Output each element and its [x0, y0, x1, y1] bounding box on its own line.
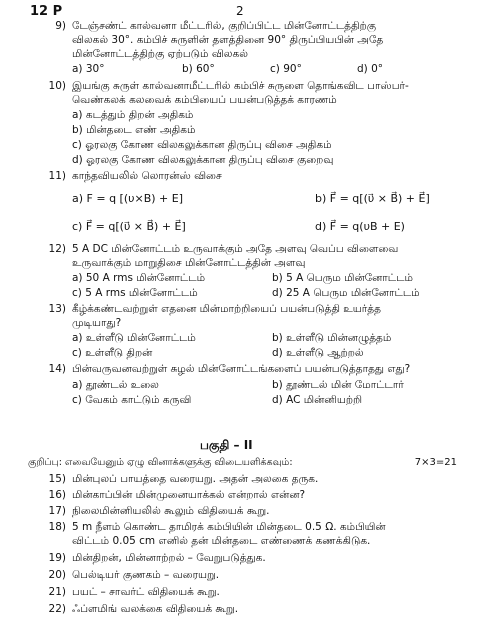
option: b) 5 A பெரும மின்னோட்டம் [272, 272, 413, 284]
section-marks: 7×3=21 [414, 457, 457, 468]
option: a) கடத்தும் திறன் அதிகம் [72, 109, 194, 121]
option: d) AC மின்னியற்றி [272, 394, 363, 406]
option: d) 0° [357, 63, 384, 75]
question-number: 21) [48, 586, 66, 598]
option: c) 90° [270, 63, 302, 75]
question-number: 15) [48, 473, 66, 485]
question-text: முடியாது? [72, 317, 122, 329]
question-text: ஃப்ளமிங் வலக்கை விதியைக் கூறு. [72, 603, 239, 615]
question-text: பின்வருவனவற்றுள் சுழல் மின்னோட்டங்களைப் பயன்படுத்தாதது எது? [72, 363, 411, 375]
option: b) உள்ளீடு மின்னழுத்தம் [272, 332, 392, 344]
question-number: 12) [48, 243, 66, 255]
option: c) உள்ளீடு திறன் [72, 347, 153, 359]
question-number: 19) [48, 552, 66, 564]
question-number: 10) [48, 80, 66, 92]
section-instruction: குறிப்பு: எவையேனும் ஏழு வினாக்களுக்கு விடையளிக்கவும்: [28, 457, 293, 468]
option: a) 50 A rms மின்னோட்டம் [72, 272, 206, 284]
paper-code: 12 P [30, 4, 63, 19]
question-number: 16) [48, 489, 66, 501]
question-number: 9) [55, 20, 66, 32]
question-number: 18) [48, 521, 66, 533]
question-text: மின்திறன், மின்னாற்றல் – வேறுபடுத்துக. [72, 552, 266, 564]
question-number: 11) [48, 170, 66, 182]
question-text: காந்தவியலில் லொரன்ஸ் விசை [72, 170, 222, 182]
option: b) F⃗ = q[(υ⃗ × B⃗) + E⃗] [315, 192, 430, 205]
question-text: மின்காப்பின் மின்முனையாக்கல் என்றால் என்ன? [72, 489, 306, 501]
question-text: வெண்கலக் கலவைக் கம்பியைப் பயன்படுத்தக் காரணம் [72, 94, 337, 106]
option: d) ஓரலகு கோண விலகலுக்கான திருப்பு விசை குறைவு [72, 154, 334, 166]
option: c) வேகம் காட்டும் கருவி [72, 394, 192, 406]
option: a) 30° [72, 63, 105, 75]
option: a) உள்ளீடு மின்னோட்டம் [72, 332, 196, 344]
section-title: பகுதி – II [200, 438, 253, 452]
question-text: மின்புலப் பாயத்தை வரையறு. அதன் அலகை தருக. [72, 473, 319, 485]
option: d) 25 A பெரும மின்னோட்டம் [272, 287, 420, 299]
question-text: 5 m நீளம் கொண்ட தாமிரக் கம்பியின் மின்தடை 0.5 Ω. கம்பியின் [72, 521, 386, 533]
question-text: பெல்டியர் குணகம் – வரையறு. [72, 569, 220, 581]
question-text: டேஞ்சண்ட் கால்வனா மீட்டரில், குறிப்பிட்ட மின்னோட்டத்திற்கு [72, 20, 377, 32]
question-text: இயங்கு சுருள் கால்வனாமீட்டரில் கம்பிச் சுருளை தொங்கவிட பாஸ்பர்- [72, 80, 409, 92]
option: d) உள்ளீடு ஆற்றல் [272, 347, 364, 359]
question-text: மின்னோட்டத்திற்கு ஏற்படும் விலகல் [72, 48, 248, 60]
question-number: 14) [48, 363, 66, 375]
option: a) தூண்டல் உலை [72, 379, 159, 391]
question-text: பயட் – சாவர்ட் விதியைக் கூறு. [72, 586, 220, 598]
question-number: 20) [48, 569, 66, 581]
option: c) F⃗ = q[(υ⃗ × B⃗) + E⃗] [72, 220, 186, 233]
question-text: கீழ்க்கண்டவற்றுள் எதனை மின்மாற்றியைப் பயன்படுத்தி உயர்த்த [72, 303, 381, 315]
page-number: 2 [236, 4, 244, 18]
question-number: 13) [48, 303, 66, 315]
option: b) தூண்டல் மின் மோட்டார் [272, 379, 404, 391]
option: c) ஓரலகு கோண விலகலுக்கான திருப்பு விசை அதிகம் [72, 139, 332, 151]
question-number: 22) [48, 603, 66, 615]
question-text: விட்டம் 0.05 cm எனில் தன் மின்தடை எண்ணைக் கணக்கிடுக. [72, 535, 371, 547]
question-text: 5 A DC மின்னோட்டம் உருவாக்கும் அதே அளவு வெப்ப விளைவை [72, 243, 399, 255]
question-number: 17) [48, 505, 66, 517]
option: d) F⃗ = q(υB + E) [315, 220, 405, 233]
question-text: உருவாக்கும் மாறுதிசை மின்னோட்டத்தின் அளவு [72, 257, 306, 269]
question-text: நிலைமின்னியலில் கூலும் விதியைக் கூறு. [72, 505, 270, 517]
option: a) F = q [(υ×B) + E] [72, 192, 183, 205]
option: c) 5 A rms மின்னோட்டம் [72, 287, 198, 299]
option: b) மின்தடை எண் அதிகம் [72, 124, 196, 136]
question-text: விலகல் 30°. கம்பிச் சுருளின் தளத்தினை 90° திருப்பியபின் அதே [72, 34, 384, 46]
option: b) 60° [182, 63, 215, 75]
